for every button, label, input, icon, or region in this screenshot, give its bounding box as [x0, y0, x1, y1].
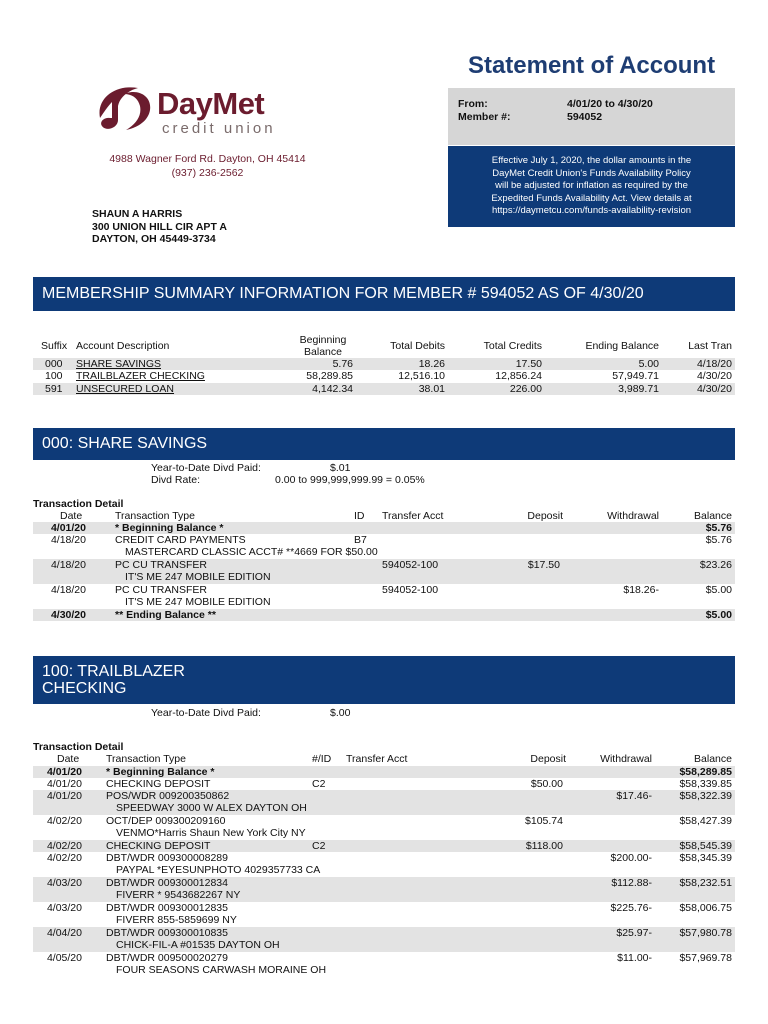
checking-header	[33, 656, 735, 704]
col-total-debits: Total Debits	[390, 340, 445, 352]
checking-detail-title: Transaction Detail	[33, 741, 124, 753]
statement-period-box	[448, 88, 735, 145]
txn-withdrawal: $112.88-	[611, 877, 652, 889]
last-tran: 4/30/20	[696, 370, 732, 382]
txn-withdrawal: $18.26-	[623, 584, 659, 596]
checking-ytd-label: Year-to-Date Divd Paid:	[151, 707, 261, 719]
last-tran: 4/18/20	[696, 358, 732, 370]
txn-type: OCT/DEP 009300209160	[106, 815, 226, 827]
col-transfer-acct: Transfer Acct	[346, 753, 408, 765]
txn-date: 4/01/20	[46, 778, 82, 790]
divd-rate-label: Divd Rate:	[151, 474, 201, 486]
summary-row	[33, 358, 735, 370]
col-balance: Balance	[304, 346, 342, 358]
member-name: SHAUN A HARRIS	[92, 208, 183, 220]
total-debits: 12,516.10	[398, 370, 445, 382]
txn-date: 4/18/20	[50, 584, 86, 596]
txn-balance: $58,339.85	[679, 778, 732, 790]
account-link[interactable]: UNSECURED LOAN	[76, 383, 175, 395]
col-ending-balance: Ending Balance	[585, 340, 659, 352]
suffix: 000	[45, 358, 63, 370]
txn-id: B7	[354, 534, 367, 546]
txn-date: 4/18/20	[50, 534, 86, 546]
txn-type: PC CU TRANSFER	[115, 584, 207, 596]
col-date: Date	[57, 753, 80, 765]
txn-date: 4/03/20	[46, 877, 82, 889]
col-beginning: Beginning	[299, 334, 347, 346]
notice-link[interactable]: https://daymetcu.com/funds-availability-revision	[491, 205, 692, 216]
divd-rate-value: 0.00 to 999,999,999.99 = 0.05%	[275, 474, 425, 486]
txn-description: PAYPAL *EYESUNPHOTO 4029357733 CA	[116, 864, 321, 876]
member-value: 594052	[567, 111, 603, 123]
col-withdrawal: Withdrawal	[607, 510, 659, 522]
col-id: #/ID	[312, 753, 332, 765]
txn-balance: $5.00	[705, 584, 732, 596]
txn-description: FOUR SEASONS CARWASH MORAINE OH	[116, 964, 327, 976]
notice-line: Expedited Funds Availability Act. View details at	[491, 192, 692, 204]
total-credits: 226.00	[509, 383, 542, 395]
txn-description: SPEEDWAY 3000 W ALEX DAYTON OH	[116, 802, 307, 814]
last-tran: 4/30/20	[696, 383, 732, 395]
notice-line: will be adjusted for inflation as required by the	[495, 180, 688, 191]
mailing-address	[92, 208, 227, 246]
txn-withdrawal: $17.46-	[616, 790, 652, 802]
txn-balance: $23.26	[699, 559, 732, 571]
checking-ytd-value: $.00	[330, 707, 351, 719]
beginning-balance: 5.76	[332, 358, 353, 370]
suffix: 100	[45, 370, 63, 382]
txn-date: 4/01/20	[50, 522, 86, 534]
ytd-divd-label: Year-to-Date Divd Paid:	[151, 462, 261, 474]
cu-address-line: 4988 Wagner Ford Rd. Dayton, OH 45414	[109, 153, 306, 165]
txn-type: DBT/WDR 009300010835	[106, 927, 228, 939]
txn-type: CHECKING DEPOSIT	[106, 778, 211, 790]
txn-date: 4/02/20	[46, 815, 82, 827]
cu-address	[95, 152, 320, 180]
city-state-zip: DAYTON, OH 45449-3734	[92, 233, 216, 245]
cu-phone: (937) 236-2562	[171, 167, 244, 179]
street-address: 300 UNION HILL CIR APT A	[92, 220, 227, 233]
txn-balance: $5.00	[705, 609, 732, 621]
txn-description: VENMO*Harris Shaun New York City NY	[116, 827, 306, 839]
txn-balance: $58,322.39	[679, 790, 732, 802]
txn-balance: $58,232.51	[679, 877, 732, 889]
account-link[interactable]: TRAILBLAZER CHECKING	[76, 370, 205, 382]
txn-type: DBT/WDR 009500020279	[106, 952, 228, 964]
col-account-description: Account Description	[76, 340, 170, 352]
txn-deposit: $17.50	[527, 559, 560, 571]
summary-row	[33, 383, 735, 395]
txn-balance: $58,289.85	[679, 766, 732, 778]
txn-deposit: $50.00	[530, 778, 563, 790]
funds-availability-notice	[448, 146, 735, 227]
checking-title-line: 100: TRAILBLAZER	[42, 663, 185, 680]
logo-subtitle: credit union	[162, 120, 276, 137]
txn-withdrawal: $225.76-	[610, 902, 652, 914]
txn-type: POS/WDR 009200350862	[106, 790, 230, 802]
col-withdrawal: Withdrawal	[600, 753, 652, 765]
txn-transfer-acct: 594052-100	[382, 559, 439, 571]
txn-type: CHECKING DEPOSIT	[106, 840, 211, 852]
col-transaction-type: Transaction Type	[106, 753, 186, 765]
txn-date: 4/04/20	[46, 927, 82, 939]
txn-date: 4/05/20	[46, 952, 82, 964]
txn-date: 4/01/20	[46, 766, 82, 778]
txn-description: IT'S ME 247 MOBILE EDITION	[125, 596, 271, 608]
txn-date: 4/18/20	[50, 559, 86, 571]
col-id: ID	[354, 510, 365, 522]
txn-deposit: $118.00	[525, 840, 563, 852]
txn-withdrawal: $200.00-	[610, 852, 652, 864]
txn-type: DBT/WDR 009300008289	[106, 852, 228, 864]
txn-balance: $58,345.39	[679, 852, 732, 864]
txn-type: CREDIT CARD PAYMENTS	[115, 534, 246, 546]
txn-type: DBT/WDR 009300012835	[106, 902, 228, 914]
txn-balance: $58,545.39	[679, 840, 732, 852]
col-balance: Balance	[694, 510, 732, 522]
checking-title-line: CHECKING	[42, 680, 127, 697]
col-deposit: Deposit	[527, 510, 563, 522]
txn-description: CHICK-FIL-A #01535 DAYTON OH	[116, 939, 280, 951]
txn-description: MASTERCARD CLASSIC ACCT# **4669 FOR $50.00	[125, 546, 378, 558]
txn-withdrawal: $25.97-	[616, 927, 652, 939]
txn-transfer-acct: 594052-100	[382, 584, 439, 596]
txn-deposit: $105.74	[525, 815, 563, 827]
col-suffix: Suffix	[41, 340, 68, 352]
total-credits: 12,856.24	[495, 370, 542, 382]
total-debits: 18.26	[418, 358, 445, 370]
from-value: 4/01/20 to 4/30/20	[567, 98, 653, 110]
notice-line: Effective July 1, 2020, the dollar amounts in the	[491, 155, 692, 166]
txn-id: C2	[312, 840, 326, 852]
txn-type: * Beginning Balance *	[106, 766, 215, 778]
txn-balance: $5.76	[705, 534, 732, 546]
txn-date: 4/03/20	[46, 902, 82, 914]
statement-title: Statement of Account	[467, 52, 716, 79]
txn-description: IT'S ME 247 MOBILE EDITION	[125, 571, 271, 583]
music-note-logo-icon	[90, 82, 156, 136]
txn-balance: $57,980.78	[679, 927, 732, 939]
summary-row	[33, 370, 735, 382]
txn-balance: $58,006.75	[679, 902, 732, 914]
summary-header: MEMBERSHIP SUMMARY INFORMATION FOR MEMBER # 594052 AS OF 4/30/20	[33, 277, 735, 311]
share-savings-header: 000: SHARE SAVINGS	[33, 428, 735, 460]
txn-balance: $58,427.39	[679, 815, 732, 827]
txn-withdrawal: $11.00-	[617, 952, 652, 964]
member-label: Member #:	[458, 111, 511, 123]
txn-type: ** Ending Balance **	[115, 609, 216, 621]
total-debits: 38.01	[418, 383, 445, 395]
ending-balance: 3,989.71	[618, 383, 659, 395]
col-deposit: Deposit	[530, 753, 566, 765]
col-transfer-acct: Transfer Acct	[382, 510, 444, 522]
txn-date: 4/02/20	[46, 840, 82, 852]
col-transaction-type: Transaction Type	[115, 510, 195, 522]
txn-date: 4/30/20	[50, 609, 86, 621]
txn-id: C2	[312, 778, 326, 790]
notice-line: DayMet Credit Union's Funds Availability Policy	[492, 167, 691, 179]
savings-detail-title: Transaction Detail	[33, 498, 124, 510]
txn-type: PC CU TRANSFER	[115, 559, 207, 571]
logo-name: DayMet	[157, 86, 265, 121]
txn-balance: $57,969.78	[679, 952, 732, 964]
col-total-credits: Total Credits	[483, 340, 542, 352]
beginning-balance: 4,142.34	[312, 383, 353, 395]
account-link[interactable]: SHARE SAVINGS	[76, 358, 161, 370]
txn-description: FIVERR 855-5859699 NY	[116, 914, 237, 926]
col-balance: Balance	[694, 753, 732, 765]
beginning-balance: 58,289.85	[306, 370, 353, 382]
txn-type: * Beginning Balance *	[115, 522, 224, 534]
total-credits: 17.50	[515, 358, 542, 370]
col-date: Date	[60, 510, 83, 522]
txn-date: 4/01/20	[46, 790, 82, 802]
col-last-tran: Last Tran	[688, 340, 732, 352]
ending-balance: 57,949.71	[612, 370, 659, 382]
ytd-divd-value: $.01	[330, 462, 351, 474]
txn-description: FIVERR * 9543682267 NY	[116, 889, 241, 901]
suffix: 591	[45, 383, 63, 395]
from-label: From:	[458, 98, 488, 110]
txn-balance: $5.76	[705, 522, 732, 534]
ending-balance: 5.00	[638, 358, 659, 370]
txn-type: DBT/WDR 009300012834	[106, 877, 228, 889]
txn-date: 4/02/20	[46, 852, 82, 864]
